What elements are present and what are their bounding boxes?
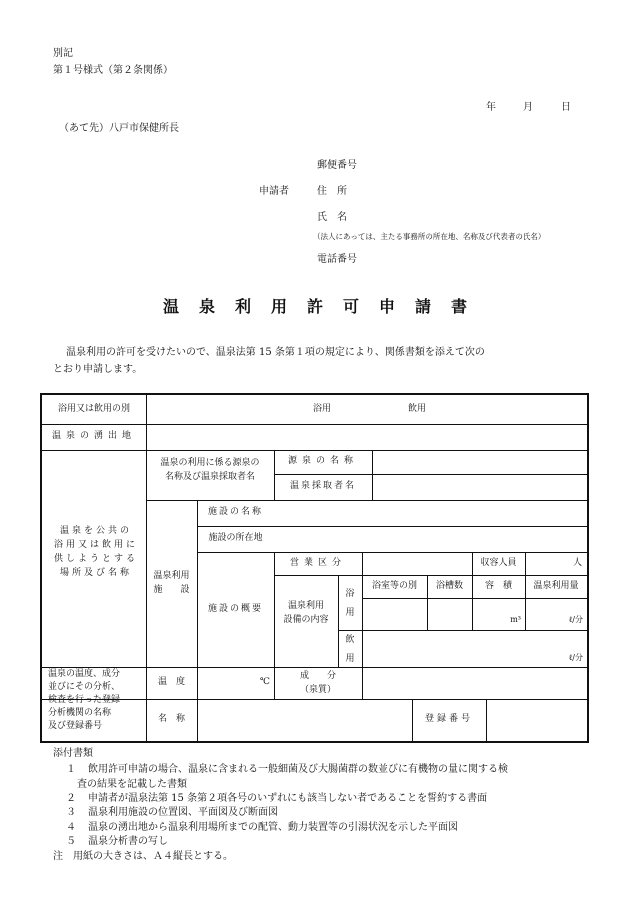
spring-location-field[interactable] bbox=[147, 424, 587, 450]
equipment-label: 温泉利用 設備の内容 bbox=[283, 601, 329, 625]
application-table bbox=[40, 393, 589, 743]
attachment-1-line-1: 飲用許可申請の場合、温泉に含まれる一般細菌及び大腸菌群の数並びに有機物の量に関する検 bbox=[88, 764, 508, 775]
room-type-label: 浴室等の別 bbox=[371, 580, 417, 591]
drink-use-label: 飲 用 bbox=[345, 635, 355, 664]
attachment-1-line-2: 査の結果を記載した書類 bbox=[77, 779, 187, 790]
paper-size-note: 注 用紙の大きさは、Ａ４縦長とする。 bbox=[53, 851, 233, 862]
source-label: 温泉の利用に係る源泉の 名称及び温泉採取者名 bbox=[160, 458, 260, 482]
applicant-label: 申請者 bbox=[259, 186, 289, 197]
volume-label: 容 積 bbox=[484, 580, 512, 591]
source-name-label: 源泉の名称 bbox=[287, 456, 358, 467]
facility-name-label: 施設の名称 bbox=[207, 507, 263, 518]
spring-location-label: 温泉の湧出地 bbox=[51, 431, 136, 442]
component-label: 成 分 （泉質） bbox=[299, 671, 336, 695]
addressee: （あて先）八戸市保健所長 bbox=[59, 123, 179, 134]
page-title: 温泉利用許可申請書 bbox=[163, 297, 488, 316]
attachment-2-text: 申請者が温泉法第 15 条第２項各号のいずれにも該当しない者であることを誓約する書面 bbox=[88, 793, 488, 804]
source-name-field[interactable] bbox=[373, 450, 587, 474]
component-field[interactable] bbox=[363, 667, 587, 699]
room-type-field[interactable] bbox=[363, 599, 427, 630]
date-month: 月 bbox=[523, 102, 533, 113]
registration-number-label: 登録番号 bbox=[424, 714, 473, 725]
name-label: 氏 名 bbox=[317, 212, 347, 223]
option-bath[interactable]: 浴用 bbox=[312, 403, 331, 414]
facility-location-field[interactable] bbox=[275, 526, 587, 552]
analysis-label: 温泉の温度、成分 並びにその分析、 検査を行った登録 分析機関の名称 及び登録番号 bbox=[48, 669, 121, 732]
attachment-5-text: 温泉分析書の写し bbox=[88, 836, 168, 847]
attachment-4-text: 温泉の湧出地から温泉利用場所までの配管、動力装置等の引湯状況を示した平面図 bbox=[88, 822, 458, 833]
business-type-label: 営業区分 bbox=[289, 557, 346, 568]
address-label: 住 所 bbox=[317, 186, 347, 197]
attachments-heading: 添付書類 bbox=[53, 748, 93, 759]
attachment-number-2: ２ bbox=[66, 793, 76, 804]
date-year: 年 bbox=[486, 102, 496, 113]
bath-use-label: 浴 用 bbox=[345, 589, 355, 618]
usage-unit: ℓ/分 bbox=[568, 614, 583, 624]
phone-label: 電話番号 bbox=[317, 254, 357, 265]
postal-code-label: 郵便番号 bbox=[317, 160, 357, 171]
facility-outline-label: 施設の概要 bbox=[207, 603, 263, 614]
corporate-note: （法人にあっては、主たる事務所の所在地、名称及び代表者の氏名） bbox=[313, 232, 546, 241]
collector-field[interactable] bbox=[373, 474, 587, 500]
tank-count-label: 浴槽数 bbox=[435, 580, 463, 591]
intro-line-2: とおり申請します。 bbox=[53, 364, 143, 375]
public-place-label: 温泉を公共の 浴用又は飲用に 供しようとする 場所及び名称 bbox=[53, 526, 138, 578]
intro-line-1: 温泉利用の許可を受けたいので、温泉法第 15 条第１項の規定により、関係書類を添えて次の bbox=[66, 347, 485, 358]
collector-label: 温泉採取者名 bbox=[289, 481, 356, 492]
facility-label: 温泉利用 施 設 bbox=[153, 571, 190, 595]
usage-label: 温泉利用量 bbox=[533, 580, 579, 591]
attachment-number-4: ４ bbox=[66, 822, 76, 833]
organization-name-label: 名 称 bbox=[157, 714, 185, 725]
attachment-number-3: ３ bbox=[66, 807, 76, 818]
capacity-label: 収容人員 bbox=[480, 557, 517, 568]
bath-or-drink-label: 浴用又は飲用の別 bbox=[57, 403, 130, 414]
attachment-number-5: ５ bbox=[66, 836, 76, 847]
business-type-field[interactable] bbox=[363, 552, 472, 575]
option-drink[interactable]: 飲用 bbox=[407, 403, 426, 414]
tank-count-field[interactable] bbox=[428, 599, 472, 630]
attachment-number-1: １ bbox=[66, 764, 76, 775]
registration-number-field[interactable] bbox=[487, 699, 587, 741]
betsuki-label: 別記 bbox=[53, 48, 73, 59]
volume-unit: m³ bbox=[510, 614, 521, 624]
attachment-3-text: 温泉利用施設の位置図、平面図及び断面図 bbox=[88, 807, 278, 818]
drink-usage-unit: ℓ/分 bbox=[568, 652, 583, 662]
facility-name-field[interactable] bbox=[275, 500, 587, 526]
date-day: 日 bbox=[561, 102, 571, 113]
organization-name-field[interactable] bbox=[198, 699, 412, 741]
facility-location-label: 施設の所在地 bbox=[208, 533, 263, 544]
capacity-unit: 人 bbox=[572, 557, 582, 568]
form-number: 第１号様式（第２条関係） bbox=[53, 65, 173, 76]
temperature-unit: ℃ bbox=[259, 677, 270, 688]
temperature-label: 温 度 bbox=[157, 677, 185, 688]
